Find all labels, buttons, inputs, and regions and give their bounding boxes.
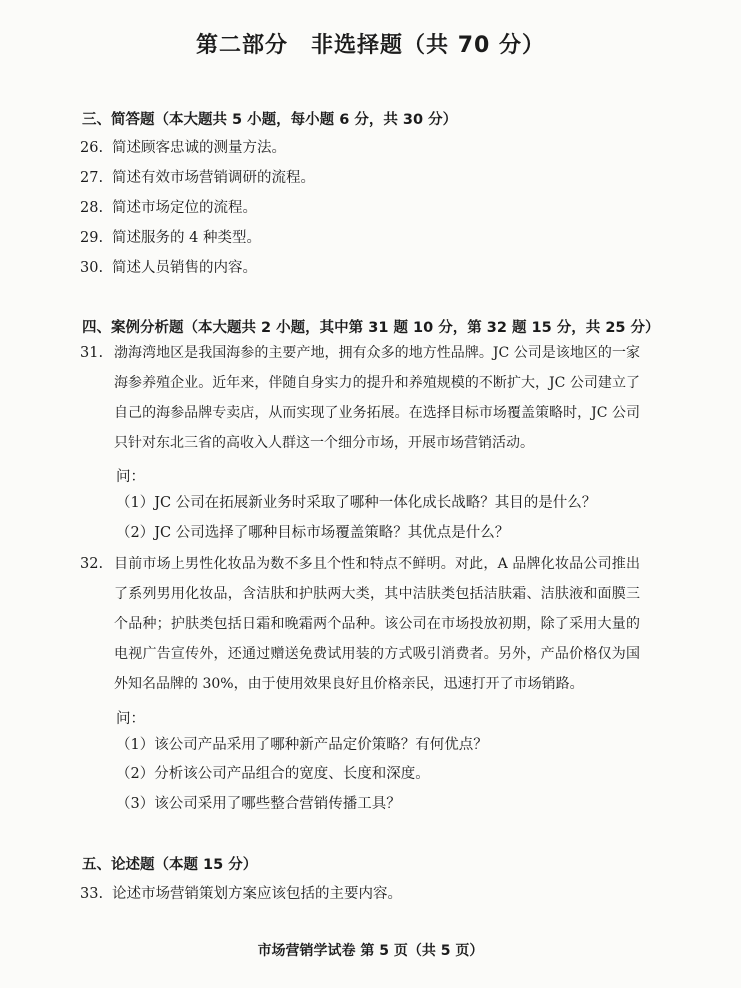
- part-title: 第二部分 非选择题（共 70 分）: [196, 33, 545, 58]
- question-32-sub-3: （3）该公司采用了哪些整合营销传播工具？: [116, 796, 401, 812]
- question-number: 32.: [80, 556, 104, 572]
- question-26: [80, 136, 286, 157]
- question-32-sub-1: （1）该公司产品采用了哪种新产品定价策略？有何优点？: [116, 737, 488, 753]
- question-text: 简述有效市场营销调研的流程。: [112, 170, 315, 186]
- page-footer: 市场营销学试卷 第 5 页（共 5 页）: [257, 943, 484, 959]
- question-number: 27.: [80, 170, 104, 186]
- question-number: 30.: [80, 260, 104, 276]
- question-number: 31.: [80, 345, 104, 361]
- question-32-ask-label: 问：: [116, 711, 145, 727]
- question-29: [80, 226, 261, 247]
- question-number: 33.: [80, 886, 104, 902]
- question-32-sub-2: （2）分析该公司产品组合的宽度、长度和深度。: [116, 766, 430, 782]
- section-heading-essay: 五、论述题（本题 15 分）: [82, 857, 258, 873]
- question-31-sub-2: （2）JC 公司选择了哪种目标市场覆盖策略？其优点是什么？: [116, 525, 510, 541]
- case-paragraph: 目前市场上男性化妆品为数不多且个性和特点不鲜明。对此，A 品牌化妆品公司推出了系列男用化妆品，含洁肤和护肤两大类，其中洁肤类包括洁肤霜、洁肤液和面膜三个品种；护肤类包括日霜和晚霜两个品种。该公司在市场投放初期，除了采用大量的电视广告宣传外，还通过赠送免费试用装的方式吸引消费者。另外，产品价格仅为国外知名品牌的 30%，由于使用效果良好且价格亲民，迅速打开了市场销路。: [114, 556, 640, 692]
- question-32-case-text: [80, 549, 640, 699]
- question-31-case-text: [80, 338, 640, 458]
- question-number: 28.: [80, 200, 104, 216]
- question-text: 简述市场定位的流程。: [112, 200, 257, 216]
- question-text: 简述顾客忠诚的测量方法。: [112, 140, 286, 156]
- question-31-ask-label: 问：: [116, 469, 145, 485]
- question-28: [80, 196, 257, 217]
- question-30: [80, 256, 257, 277]
- question-text: 简述人员销售的内容。: [112, 260, 257, 276]
- section-heading-case-analysis: 四、案例分析题（本大题共 2 小题，其中第 31 题 10 分，第 32 题 15 分，共 25 分）: [82, 320, 660, 336]
- question-text: 论述市场营销策划方案应该包括的主要内容。: [112, 886, 402, 902]
- question-33: [80, 882, 402, 903]
- question-number: 26.: [80, 140, 104, 156]
- question-number: 29.: [80, 230, 104, 246]
- case-paragraph: 渤海湾地区是我国海参的主要产地，拥有众多的地方性品牌。JC 公司是该地区的一家海参养殖企业。近年来，伴随自身实力的提升和养殖规模的不断扩大，JC 公司建立了自己的海参品牌专卖店，从而实现了业务拓展。在选择目标市场覆盖策略时，JC 公司只针对东北三省的高收入人群这一个细分市场，开展市场营销活动。: [114, 345, 640, 451]
- question-text: 简述服务的 4 种类型。: [112, 230, 261, 246]
- question-27: [80, 166, 315, 187]
- section-heading-short-answer: 三、简答题（本大题共 5 小题，每小题 6 分，共 30 分）: [82, 112, 458, 128]
- question-31-sub-1: （1）JC 公司在拓展新业务时采取了哪种一体化成长战略？其目的是什么？: [116, 495, 597, 511]
